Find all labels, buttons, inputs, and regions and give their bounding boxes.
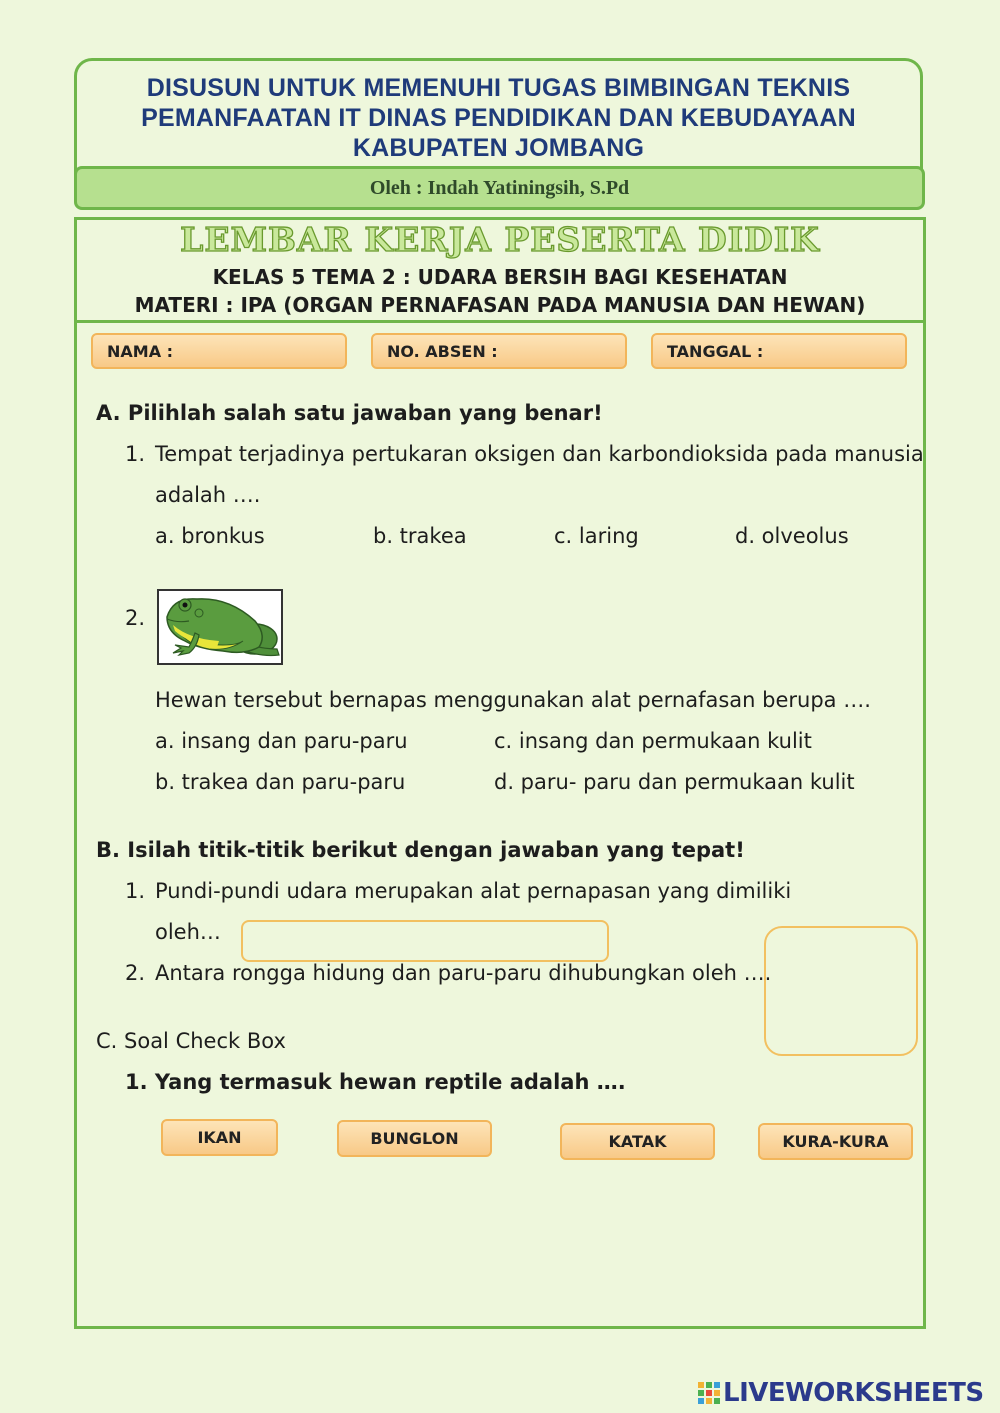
- frog-icon: [159, 591, 281, 663]
- section-a-heading: A. Pilihlah salah satu jawaban yang benar!: [96, 401, 603, 425]
- option-kura-kura-button[interactable]: KURA-KURA: [758, 1123, 913, 1160]
- class-line: KELAS 5 TEMA 2 : UDARA BERSIH BAGI KESEHATAN: [212, 265, 788, 289]
- frog-image: [157, 589, 283, 665]
- header-line-1: DISUSUN UNTUK MEMENUHI TUGAS BIMBINGAN TEKNIS: [146, 74, 851, 102]
- b-q1-text-cont: oleh…: [155, 920, 221, 944]
- a-q1-option-a[interactable]: a. bronkus: [155, 524, 265, 548]
- author-bar: Oleh : Indah Yatiningsih, S.Pd: [74, 166, 925, 210]
- a-q1-number: 1.: [125, 442, 146, 466]
- b-q2-number: 2.: [125, 961, 146, 985]
- a-q2-number: 2.: [125, 606, 146, 630]
- b-q1-answer-input[interactable]: [241, 920, 609, 962]
- b-q2-text: Antara rongga hidung dan paru-paru dihubungkan oleh ….: [155, 961, 772, 985]
- worksheet-title: LEMBAR KERJA PESERTA DIDIK: [180, 220, 820, 259]
- a-q2-option-a[interactable]: a. insang dan paru-paru: [155, 729, 408, 753]
- b-q2-answer-input[interactable]: [764, 926, 918, 1056]
- liveworksheets-logo: [698, 1376, 984, 1410]
- liveworksheets-wordmark: LIVEWORKSHEETS: [723, 1378, 984, 1408]
- liveworksheets-icon: [698, 1382, 720, 1404]
- tanggal-field[interactable]: TANGGAL :: [651, 333, 907, 369]
- option-bunglon-button[interactable]: BUNGLON: [337, 1120, 492, 1157]
- section-c-heading: C. Soal Check Box: [96, 1029, 286, 1053]
- a-q1-option-c[interactable]: c. laring: [554, 524, 639, 548]
- nama-field[interactable]: NAMA :: [91, 333, 347, 369]
- a-q1-option-d[interactable]: d. olveolus: [735, 524, 849, 548]
- option-katak-button[interactable]: KATAK: [560, 1123, 715, 1160]
- b-q1-number: 1.: [125, 879, 146, 903]
- a-q1-text-cont: adalah ….: [155, 483, 261, 507]
- a-q2-option-d[interactable]: d. paru- paru dan permukaan kulit: [494, 770, 855, 794]
- option-ikan-button[interactable]: IKAN: [161, 1119, 278, 1156]
- a-q1-text: Tempat terjadinya pertukaran oksigen dan karbondioksida pada manusia: [155, 442, 924, 466]
- a-q1-option-b[interactable]: b. trakea: [373, 524, 467, 548]
- materi-line: MATERI : IPA (ORGAN PERNAFASAN PADA MANUSIA DAN HEWAN): [134, 293, 866, 317]
- absen-field[interactable]: NO. ABSEN :: [371, 333, 627, 369]
- a-q2-text: Hewan tersebut bernapas menggunakan alat pernafasan berupa ….: [155, 688, 871, 712]
- c-q1-text: 1. Yang termasuk hewan reptile adalah ….: [125, 1070, 626, 1094]
- header-line-2: PEMANFAATAN IT DINAS PENDIDIKAN DAN KEBUDAYAAN: [141, 104, 856, 132]
- header-line-3: KABUPATEN JOMBANG: [352, 134, 645, 162]
- a-q2-option-c[interactable]: c. insang dan permukaan kulit: [494, 729, 812, 753]
- title-divider: [74, 320, 926, 323]
- section-b-heading: B. Isilah titik-titik berikut dengan jawaban yang tepat!: [96, 838, 745, 862]
- b-q1-text: Pundi-pundi udara merupakan alat pernapasan yang dimiliki: [155, 879, 792, 903]
- a-q2-option-b[interactable]: b. trakea dan paru-paru: [155, 770, 406, 794]
